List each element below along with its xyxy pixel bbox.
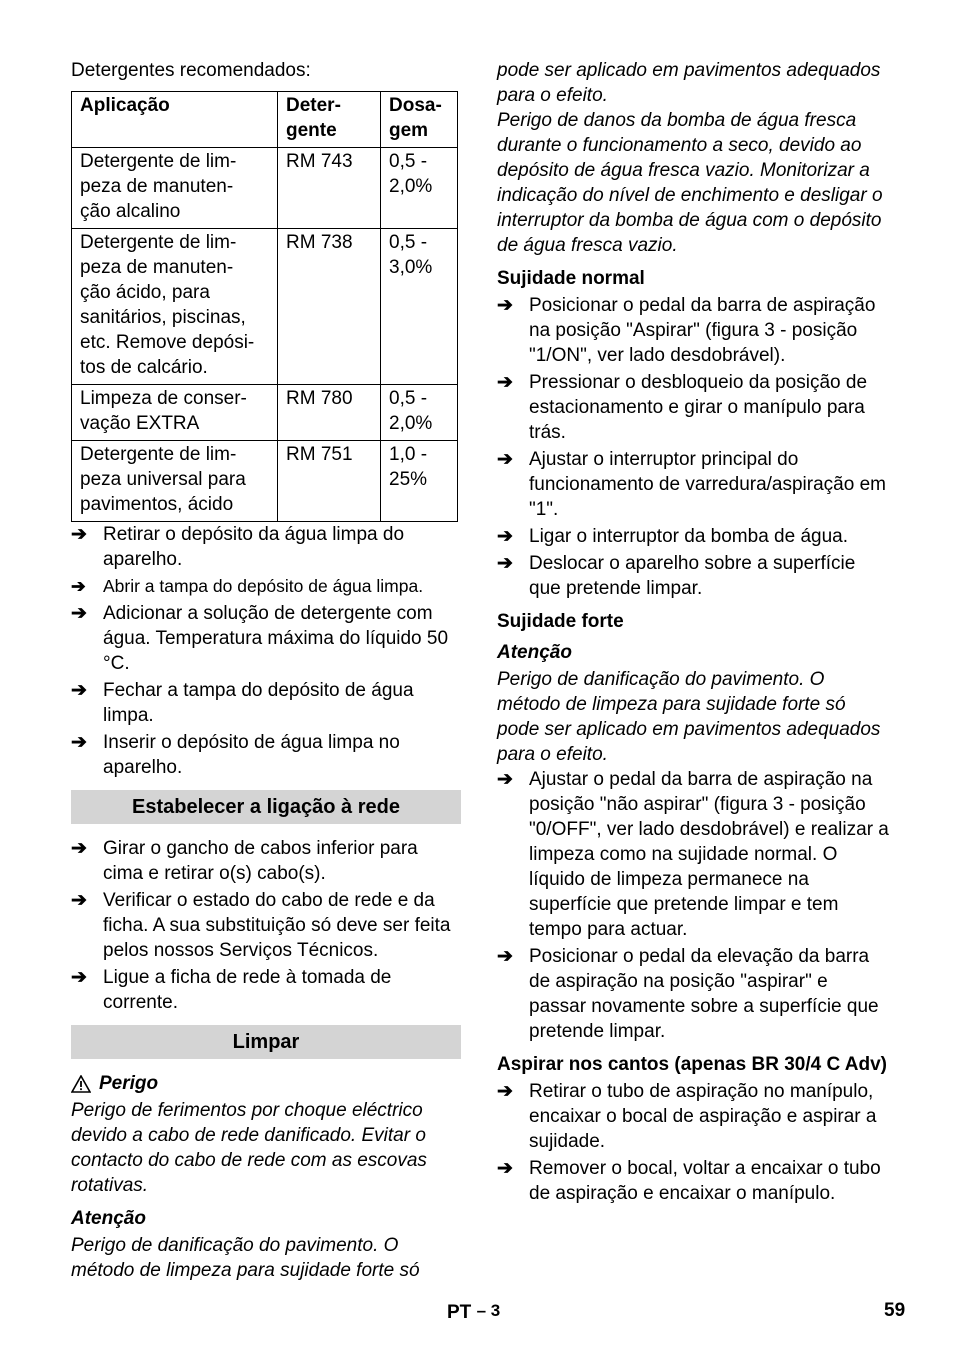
list-item <box>71 574 461 599</box>
arrow-right-icon: ➔ <box>497 295 513 316</box>
table-cell: Detergente de lim- peza universal para pavimentos, ácido <box>72 441 278 522</box>
arrow-right-icon: ➔ <box>71 838 87 859</box>
fill-steps-list <box>71 522 461 780</box>
heavy-steps-list <box>497 767 889 1044</box>
list-item <box>71 888 461 963</box>
list-item <box>497 551 889 601</box>
list-item <box>71 965 461 1015</box>
attention-text: Perigo de danificação do pavimento. O método de limpeza para sujidade forte só <box>71 1235 420 1281</box>
list-item <box>497 524 889 549</box>
attention-continued-text: pode ser aplicado em pavimentos adequados para o efeito. <box>497 60 881 106</box>
arrow-right-icon: ➔ <box>71 890 87 911</box>
arrow-right-icon: ➔ <box>497 769 513 790</box>
arrow-right-icon: ➔ <box>71 732 87 753</box>
attention-title: Atenção <box>71 1208 146 1229</box>
step-text: Ajustar o interruptor principal do funcionamento de varredura/aspiração em "1". <box>529 449 886 520</box>
header-dosage: Dosa- gem <box>381 92 458 148</box>
table-row <box>72 441 458 522</box>
normal-dirt-heading: Sujidade normal <box>497 268 645 289</box>
power-steps-list <box>71 836 461 1015</box>
step-text: Posicionar o pedal da barra de aspiração na posição "Aspirar" (figura 3 - posição "1/ON", ver lado desdobrável). <box>529 295 876 366</box>
list-item <box>71 836 461 886</box>
arrow-right-icon: ➔ <box>497 372 513 393</box>
table-cell: RM 743 <box>278 148 381 229</box>
table-cell: 0,5 - 2,0% <box>381 148 458 229</box>
footer-section-label <box>447 1298 500 1325</box>
list-item <box>497 370 889 445</box>
step-text: Ajustar o pedal da barra de aspiração na posição "não aspirar" (figura 3 - posição "0/OFF", ver lado desdobrável) e realizar a limpeza como na sujidade normal. O líquido de limpeza permanece na superfície que pretende limpar e tem tempo para actuar. <box>529 769 889 940</box>
arrow-right-icon: ➔ <box>497 1081 513 1102</box>
heavy-attention-title: Atenção <box>497 642 572 663</box>
arrow-right-icon: ➔ <box>71 603 87 624</box>
arrow-right-icon: ➔ <box>71 576 86 596</box>
step-text: Remover o bocal, voltar a encaixar o tubo de aspiração e encaixar o manípulo. <box>529 1158 881 1204</box>
list-item <box>497 767 889 942</box>
list-item <box>71 522 461 572</box>
heavy-dirt-heading: Sujidade forte <box>497 611 624 632</box>
header-detergent: Deter- gente <box>278 92 381 148</box>
table-cell: RM 751 <box>278 441 381 522</box>
table-cell: RM 738 <box>278 229 381 385</box>
list-item <box>497 1079 889 1154</box>
table-row <box>72 229 458 385</box>
arrow-right-icon: ➔ <box>497 449 513 470</box>
table-cell: 0,5 - 3,0% <box>381 229 458 385</box>
page-number: 59 <box>884 1300 906 1321</box>
warning-triangle-icon <box>71 1075 91 1093</box>
arrow-right-icon: ➔ <box>497 553 513 574</box>
footer-language: PT <box>447 1302 472 1323</box>
step-text: Girar o gancho de cabos inferior para cima e retirar o(s) cabo(s). <box>103 838 418 884</box>
list-item <box>497 293 889 368</box>
step-text: Ligar o interruptor da bomba de água. <box>529 526 848 547</box>
corners-heading: Aspirar nos cantos (apenas BR 30/4 C Adv) <box>497 1054 887 1075</box>
section-heading-clean: Limpar <box>71 1025 461 1059</box>
step-text: Retirar o tubo de aspiração no manípulo, encaixar o bocal de aspiração e aspirar a sujidade. <box>529 1081 877 1152</box>
arrow-right-icon: ➔ <box>497 946 513 967</box>
heavy-attention-text: Perigo de danificação do pavimento. O método de limpeza para sujidade forte só pode ser aplicado em pavimentos adequados para o efeito. <box>497 669 881 765</box>
table-cell: 1,0 - 25% <box>381 441 458 522</box>
list-item <box>71 678 461 728</box>
list-item <box>497 944 889 1044</box>
arrow-right-icon: ➔ <box>497 1158 513 1179</box>
step-text: Inserir o depósito de água limpa no aparelho. <box>103 732 400 778</box>
step-text: Retirar o depósito da água limpa do aparelho. <box>103 524 405 570</box>
list-item <box>497 1156 889 1206</box>
danger-text: Perigo de ferimentos por choque eléctrico devido a cabo de rede danificado. Evitar o contacto do cabo de rede com as escovas rotativas. <box>71 1100 427 1196</box>
step-text: Deslocar o aparelho sobre a superfície que pretende limpar. <box>529 553 856 599</box>
detergent-table <box>71 91 458 522</box>
step-text: Verificar o estado do cabo de rede e da ficha. A sua substituição só deve ser feita pelos nossos Serviços Técnicos. <box>103 890 451 961</box>
step-text: Abrir a tampa do depósito de água limpa. <box>103 576 424 596</box>
step-text: Pressionar o desbloqueio da posição de estacionamento e girar o manípulo para trás. <box>529 372 868 443</box>
table-cell: 0,5 - 2,0% <box>381 385 458 441</box>
table-cell: Detergente de lim- peza de manuten- ção ácido, para sanitários, piscinas, etc. Remove depósi- tos de calcário. <box>72 229 278 385</box>
arrow-right-icon: ➔ <box>71 680 87 701</box>
step-text: Posicionar o pedal da elevação da barra de aspiração na posição "aspirar" e passar novamente sobre a superfície que pretende limpar. <box>529 946 879 1042</box>
list-item <box>71 601 461 676</box>
table-cell: Limpeza de conser- vação EXTRA <box>72 385 278 441</box>
danger-title: Perigo <box>99 1073 159 1094</box>
pump-warning-text: Perigo de danos da bomba de água fresca durante o funcionamento a seco, devido ao depósito de água fresca vazio. Monitorizar a indicação do nível de enchimento e desligar o interruptor da bomba de água com o depósito de água fresca vazio. <box>497 110 883 256</box>
left-column <box>71 58 461 1283</box>
arrow-right-icon: ➔ <box>497 526 513 547</box>
list-item <box>71 730 461 780</box>
footer-section-number: – 3 <box>476 1301 501 1320</box>
table-row <box>72 385 458 441</box>
danger-heading <box>71 1071 461 1096</box>
table-row <box>72 148 458 229</box>
arrow-right-icon: ➔ <box>71 524 87 545</box>
list-item <box>497 447 889 522</box>
header-application: Aplicação <box>72 92 278 148</box>
step-text: Adicionar a solução de detergente com água. Temperatura máxima do líquido 50 °C. <box>103 603 449 674</box>
arrow-right-icon: ➔ <box>71 967 87 988</box>
step-text: Fechar a tampa do depósito de água limpa. <box>103 680 414 726</box>
right-column <box>497 58 889 1208</box>
table-cell: RM 780 <box>278 385 381 441</box>
corners-steps-list <box>497 1079 889 1206</box>
intro-text: Detergentes recomendados: <box>71 60 311 81</box>
table-cell: Detergente de lim- peza de manuten- ção alcalino <box>72 148 278 229</box>
section-heading-power: Estabelecer a ligação à rede <box>71 790 461 824</box>
normal-steps-list <box>497 293 889 601</box>
table-header-row <box>72 92 458 148</box>
step-text: Ligue a ficha de rede à tomada de corrente. <box>103 967 392 1013</box>
